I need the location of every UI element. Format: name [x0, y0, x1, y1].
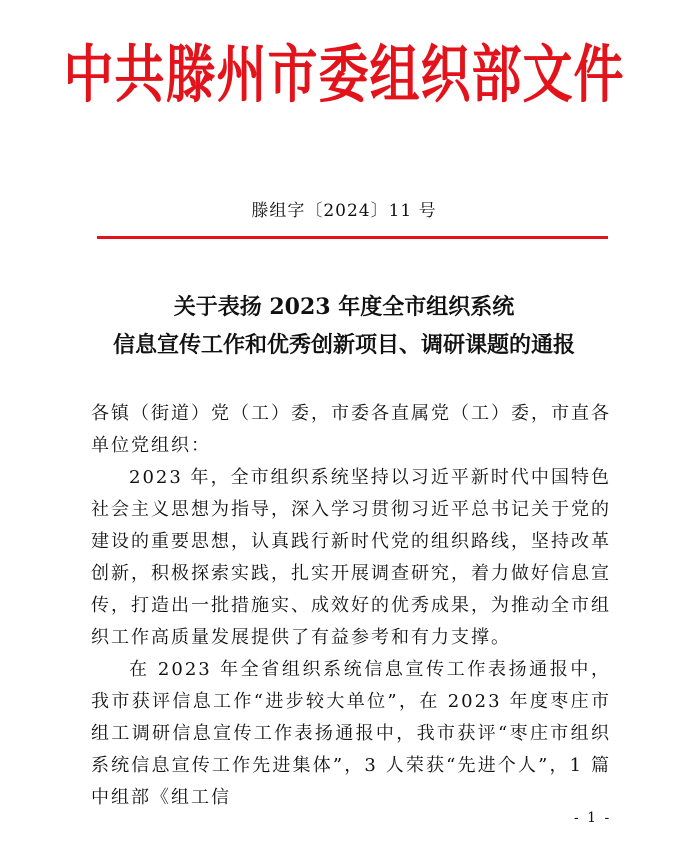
salutation: 各镇（街道）党（工）委，市委各直属党（工）委，市直各单位党组织： — [91, 403, 611, 456]
notice-title-line-1: 关于表扬 2023 年度全市组织系统 — [173, 294, 515, 320]
body-paragraph-2: 在 2023 年全省组织系统信息宣传工作表扬通报中，我市获评信息工作“进步较大单位”，在 2023 年度枣庄市组工调研信息宣传工作表扬通报中，我市获评“枣庄市组织系统信息宣传工作先进集体”，3 人荣获“先进个人”，1 篇中组部《组工信 — [91, 659, 611, 808]
body-paragraph-1: 2023 年，全市组织系统坚持以习近平新时代中国特色社会主义思想为指导，深入学习贯彻习近平总书记关于党的建设的重要思想，认真践行新时代党的组织路线，坚持改革创新，积极探索实践，扎实开展调查研究，着力做好信息宣传，打造出一批措施实、成效好的优秀成果，为推动全市组织工作高质量发展提供了有益参考和有力支撑。 — [91, 467, 611, 648]
notice-title-line-2: 信息宣传工作和优秀创新项目、调研课题的通报 — [112, 332, 575, 358]
red-divider-line — [97, 236, 608, 239]
page-number: - 1 - — [574, 810, 612, 826]
document-number: 滕组字〔2024〕11 号 — [251, 201, 437, 221]
document-body — [91, 398, 611, 814]
notice-title — [0, 288, 688, 364]
document-header-title: 中共滕州市委组织部文件 — [63, 38, 625, 111]
